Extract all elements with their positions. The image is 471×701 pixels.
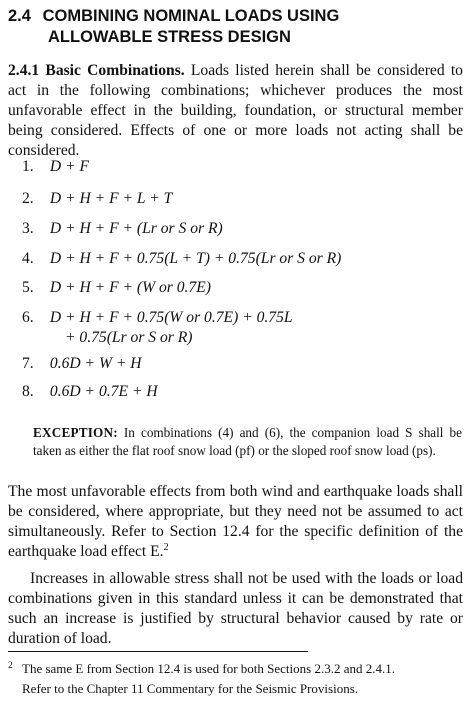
footnote-line1: The same E from Section 12.4 is used for both Sections 2.3.2 and 2.4.1. — [22, 661, 395, 676]
combination-number: 6. — [22, 309, 34, 326]
combination-item-7 — [22, 355, 142, 373]
combination-formula-continued: + 0.75(Lr or S or R) — [65, 329, 193, 346]
basic-combinations-text: Loads listed herein shall be considered to act in the following combinations; whichever produces the most unfavorable effect in the building, foundation, or structural member being considered. Effects of one or more loads not acting shall be considered. — [8, 62, 463, 159]
wind-earthquake-text: The most unfavorable effects from both wind and earthquake loads shall be considered, where appropriate, but they need not be assumed to act simultaneously. Refer to Section 12.4 for the specific definition of the earthquake load effect E. — [8, 483, 463, 560]
combination-number: 8. — [22, 383, 34, 400]
combination-number: 7. — [22, 355, 34, 372]
footnote-divider — [8, 651, 308, 652]
exception-label: EXCEPTION: — [33, 425, 118, 440]
combination-formula: 0.6D + W + H — [49, 355, 142, 372]
section-heading — [8, 6, 463, 48]
section-number: 2.4 — [8, 7, 31, 25]
combination-number: 5. — [22, 279, 34, 296]
basic-combinations-paragraph — [8, 61, 463, 161]
footnote-line2: Refer to the Chapter 11 Commentary for the Seismic Provisions. — [22, 681, 359, 696]
combination-item-3 — [22, 220, 223, 238]
combination-number: 4. — [22, 250, 34, 267]
combination-formula: D + H + F + L + T — [49, 190, 173, 207]
exception-note — [33, 424, 462, 460]
combination-formula: D + H + F + (W or 0.7E) — [49, 279, 211, 296]
combination-formula: 0.6D + 0.7E + H — [49, 383, 158, 400]
combination-item-4 — [22, 250, 341, 268]
combination-number: 3. — [22, 220, 34, 237]
section-title-line1: COMBINING NOMINAL LOADS USING — [42, 7, 340, 25]
combination-item-8 — [22, 383, 158, 401]
combination-item-6 — [22, 308, 293, 348]
combination-formula: D + H + F + 0.75(W or 0.7E) + 0.75L — [49, 309, 293, 326]
footnote — [8, 660, 463, 697]
combination-number: 2. — [22, 190, 34, 207]
combination-number: 1. — [22, 158, 34, 175]
combination-item-1 — [22, 158, 89, 176]
exception-text: In combinations (4) and (6), the companion load S shall be taken as either the flat roof snow load (pf) or the sloped roof snow load (ps). — [33, 425, 463, 458]
footnote-mark: 2 — [8, 661, 13, 671]
footnote-reference: 2 — [163, 541, 169, 553]
subsection-heading: 2.4.1 Basic Combinations. — [8, 62, 185, 79]
combination-item-2 — [22, 190, 172, 208]
allowable-stress-text: Increases in allowable stress shall not be used with the loads or load combinations given in this standard unless it can be demonstrated that such an increase is justified by structural behavior caused by rate or duration of load. — [8, 570, 463, 647]
allowable-stress-paragraph — [8, 569, 463, 649]
combination-formula: D + H + F + 0.75(L + T) + 0.75(Lr or S or R) — [49, 250, 342, 267]
combination-item-5 — [22, 279, 211, 297]
combination-formula: D + H + F + (Lr or S or R) — [49, 220, 223, 237]
section-title-line2: ALLOWABLE STRESS DESIGN — [48, 28, 291, 46]
wind-earthquake-paragraph — [8, 482, 463, 562]
combination-formula: D + F — [49, 158, 90, 175]
